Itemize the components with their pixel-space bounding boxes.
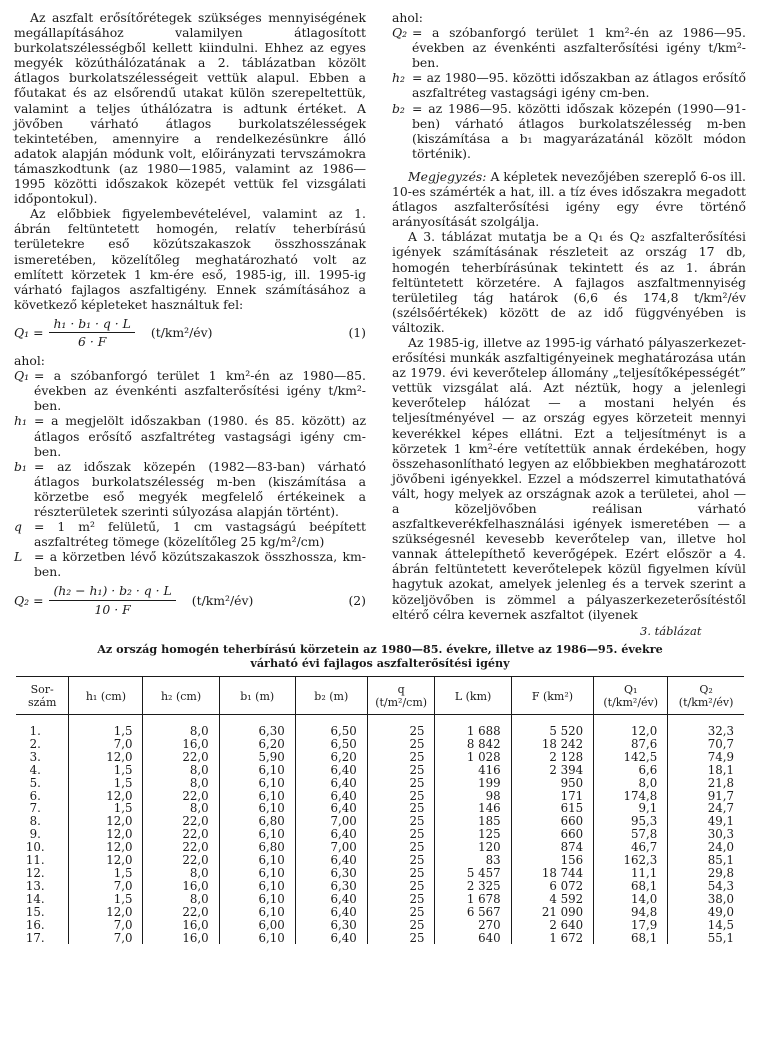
formula-1-lhs: Q₁ = [14,324,44,340]
table-cell: 1,5 [69,764,143,777]
ahol-label-2: ahol: [392,10,423,25]
table-cell: 7,0 [69,738,143,751]
table-cell: 1 688 [435,715,511,738]
table-cell: 22,0 [143,841,219,854]
table-cell: 6,10 [219,802,295,815]
formula-1-fraction [49,316,134,349]
table-cell: 16,0 [143,880,219,893]
table-cell: 85,1 [668,854,744,867]
definition-symbol: h₁ [14,413,27,429]
table-header-cell: b₂ (m) [295,677,367,715]
definition-text: = a szóbanforgó terület 1 km²-én az 1980—85. években az évenkénti aszfalterősítési igény t/km²-ben. [34,368,366,414]
table-cell: 8 842 [435,738,511,751]
table-cell: 21,8 [668,777,744,790]
definition-symbol: b₁ [14,458,27,474]
table-cell: 25 [367,738,435,751]
table-cell: 6,50 [295,738,367,751]
table-cell: 15. [25,904,45,919]
table-cell: 22,0 [143,751,219,764]
table-cell: 12,0 [69,751,143,764]
formula-2-lhs: Q₂ = [14,592,44,608]
table-row [16,738,744,751]
table-cell: 4. [29,762,41,777]
table-cell: 6,10 [219,764,295,777]
table-cell: 2 325 [435,880,511,893]
table-cell: 6,10 [219,867,295,880]
definition-symbol: q [14,519,22,535]
table-number-label: 3. táblázat [640,624,702,638]
right-text-column [392,10,746,622]
table-cell: 6,30 [295,880,367,893]
table-cell: 25 [367,828,435,841]
table-cell: 156 [511,854,594,867]
table-cell: 25 [367,790,435,803]
table-cell: 6,10 [219,790,295,803]
table-cell: 1,5 [69,893,143,906]
table-cell: 3. [29,749,41,764]
table-cell: 25 [367,751,435,764]
table-cell: 8,0 [143,777,219,790]
table-cell: 22,0 [143,854,219,867]
formula-2 [14,583,366,616]
table-cell: 12,0 [69,841,143,854]
definition-symbol: Q₂ [392,25,408,41]
table-cell: 30,3 [668,828,744,841]
table-cell: 25 [367,777,435,790]
definition-item [392,70,746,100]
table-cell: 16,0 [143,738,219,751]
table-cell: 25 [367,841,435,854]
table-row [16,932,744,945]
table-header-cell: b₁ (m) [219,677,295,715]
table-cell: 7,00 [295,815,367,828]
table-cell: 14,0 [594,893,668,906]
table-cell: 17. [25,930,45,945]
table-cell: 125 [435,828,511,841]
table-cell: 18,1 [668,764,744,777]
table-cell: 12. [25,865,45,880]
table-cell: 25 [367,893,435,906]
table-cell: 29,8 [668,867,744,880]
table-row [16,893,744,906]
definition-item [392,25,746,70]
definition-symbol: h₂ [392,70,405,86]
table-cell: 6,40 [295,906,367,919]
table-cell: 8. [29,814,41,829]
table-cell: 6,00 [219,919,295,932]
ahol-label-1: ahol: [14,353,45,369]
table-cell: 6,40 [295,828,367,841]
table-cell: 25 [367,802,435,815]
table-header-cell: h₁ (cm) [69,677,143,715]
definition-item [392,101,746,161]
table-cell: 6,10 [219,777,295,790]
table-cell: 25 [367,715,435,738]
formula-2-numerator: (h₂ − h₁) · b₂ · q · L [49,583,175,600]
definition-item [14,413,366,458]
table-cell: 38,0 [668,893,744,906]
table-cell: 22,0 [143,828,219,841]
table-cell: 98 [435,790,511,803]
table-cell: 8,0 [143,867,219,880]
table-cell: 49,1 [668,815,744,828]
table-cell: 1,5 [69,867,143,880]
table-cell: 11,1 [594,867,668,880]
table-cell: 162,3 [594,854,668,867]
formula-1-unit: (t/km²/év) [150,324,213,340]
table-cell: 18 242 [511,738,594,751]
table-cell: 22,0 [143,790,219,803]
table-cell: 14. [25,891,45,906]
table-cell: 7,00 [295,841,367,854]
table-cell: 54,3 [668,880,744,893]
table-cell: 12,0 [69,906,143,919]
table-cell: 87,6 [594,738,668,751]
table-cell: 12,0 [69,854,143,867]
table-cell: 6,10 [219,893,295,906]
table-cell: 7,0 [69,932,143,945]
table-header-cell: Sor- szám [16,677,69,715]
left-text-column [14,10,366,621]
table-cell: 16. [25,917,45,932]
table-cell: 660 [511,815,594,828]
table-cell: 12,0 [594,715,668,738]
table-cell: 11. [25,853,45,868]
definition-text: = a körzetben lévő közútszakaszok összhossza, km-ben. [34,549,366,580]
formula-1-number: (1) [348,324,366,340]
table-cell: 1 028 [435,751,511,764]
table-cell: 5,90 [219,751,295,764]
paragraph-fajlagos-aszfaltigeny: Az előbbiek figyelembevételével, valamint az 1. ábrán feltüntetett homogén, relatív teherbírású területekre eső közútszakaszok összhosszának ismeretében, közelítőleg meghatározható volt az említett körzetek 1 km-ére eső, 1985-ig, ill. 1995-ig várható fajlagos aszfaltigény. Ennek számításához a következő képleteket használtuk fel: [14,206,366,312]
table-cell: 199 [435,777,511,790]
table-cell: 95,3 [594,815,668,828]
table-cell: 185 [435,815,511,828]
table-cell: 6,80 [219,841,295,854]
table-cell: 25 [367,867,435,880]
table-cell: 24,0 [668,841,744,854]
table-cell: 5 457 [435,867,511,880]
table-cell: 22,0 [143,906,219,919]
table-cell: 9,1 [594,802,668,815]
definition-text: = az időszak közepén (1982—83-ban) várható átlagos burkolatszélesség m-ben (kiszámítása a körzetbe eső megyék megfelelő értékeinek a részterületek szerinti súlyozása alapján történt). [34,458,366,519]
table-cell: 120 [435,841,511,854]
table-cell: 91,7 [668,790,744,803]
paragraph-table-description: A 3. táblázat mutatja be a Q₁ és Q₂ aszfalterősítési igények számításának részleteit az ország 17 db, homogén teherbírásúnak tekintett és az 1. ábrán feltüntetett körzetére. A fajlagos aszfaltmennyiség területileg tág határok (6,6 és 174,8 t/km²/év (szélsőértékek) között de az idő függvényében is változik. [392,229,746,335]
table-cell: 6,20 [219,738,295,751]
table-row [16,751,744,764]
definition-text: = a megjelölt időszakban (1980. és 85. között) az átlagos erősítő aszfaltréteg vastagsági igény cm-ben. [34,413,366,459]
formula-2-fraction [49,583,175,616]
table-cell: 6,40 [295,777,367,790]
table-cell: 25 [367,854,435,867]
table-cell: 6,10 [219,880,295,893]
table-title-line-1: Az ország homogén teherbírású körzetein az 1980—85. évekre, illetve az 1986—95. évekre [97,642,663,656]
table-cell: 6,50 [295,715,367,738]
note-paragraph [392,169,746,229]
table-cell: 6,30 [295,867,367,880]
table-cell: 55,1 [668,932,744,945]
table-cell: 270 [435,919,511,932]
paragraph-burkolatszelesseg: Az aszfalt erősítőrétegek szükséges mennyiségének megállapításához valamilyen átlagosított burkolatszélességből kellett kiindulni. Ehhez az egyes megyék közúthálózatának a 2. táblázatban közölt átlagos burkolatszélességeit vettük alapul. Ebben a főutakat és az elsőrendű utakat külön szerepeltettük, valamint a teljes úthálózatra is adtunk értéket. A jövőben várható átlagos burkolatszélességek tekintetében, amennyire a rendelkezésünkre álló adatok alapján módunk volt, előirányzati tervszámokra támaszkodtunk (az 1980—1985, valamint az 1986—1995 közötti időszakok közepét vettük fel vizsgálati időpontokul). [14,10,366,207]
formula-1 [14,316,366,349]
table-body [16,715,744,945]
table-header-cell: h₂ (cm) [143,677,219,715]
table-cell: 6,6 [594,764,668,777]
definition-symbol: b₂ [392,100,405,116]
table-cell: 8,0 [143,715,219,738]
note-text: A képletek nevezőjében szereplő 6-os ill. 10-es számérték a hat, ill. a tíz éves időszakra megadott átlagos aszfalterősítési igény egy évre történő arányosítását szolgálja. [392,168,746,230]
paragraph-keverotelep: Az 1985-ig, illetve az 1995-ig várható pályaszerkezet-erősítési munkák aszfaltigényeinek meghatározása után az 1979. évi keverőtelep állomány „teljesítőképességét” vettük vizsgálat alá. Azt néztük, hogy a jelenlegi keverőtelep hálózat — a mostani helyén és teljesítményével — az ország egyes körzeteit mennyi keverékkel képes ellátni. Ezt a teljesítményt is a körzetek 1 km²-ére vetítettük annak érdekében, hogy összehasonlítható legyen az előbbiekben meghatározott jövőbeni igényekkel. Ezzel a módszerrel kimutathatóvá vált, hogy melyek az országnak azok a területei, ahol — a közeljövőben reálisan várható aszfaltkeverékfelhasználási igények ismeretében — a szükségesnél kevesebb keverőtelep van, illetve hol vannak áttelepíthető keverőgépek. Ezért először a 4. ábrán feltüntetett keverőtelepek közül figyelmen kívül hagytuk azokat, amelyek jelenleg és a tervek szerint a közeljövőben is zömmel a pályaszerkezeterősítéstől eltérő célra kevernek aszfaltot (ilyenek [392,334,746,622]
table-cell: 142,5 [594,751,668,764]
formula-2-unit: (t/km²/év) [191,592,254,608]
table-cell: 8,0 [143,764,219,777]
table-cell: 49,0 [668,906,744,919]
table-cell: 6,80 [219,815,295,828]
table-cell: 25 [367,880,435,893]
table-cell: 83 [435,854,511,867]
table-cell: 1 672 [511,932,594,945]
table-cell: 5 520 [511,715,594,738]
table-cell: 25 [367,932,435,945]
table-cell: 6,20 [295,751,367,764]
table-cell: 171 [511,790,594,803]
table-cell: 70,7 [668,738,744,751]
table-cell: 8,0 [594,777,668,790]
definition-item [14,459,366,519]
table-cell: 14,5 [668,919,744,932]
definition-text: = az 1986—95. közötti időszak közepén (1990—91-ben) várható átlagos burkolatszélesség m-ben (kiszámítása a b₁ magyarázatánál közölt módon történik). [412,100,746,161]
table-cell: 6,40 [295,790,367,803]
table-cell: 7,0 [69,919,143,932]
table-cell: 25 [367,919,435,932]
table-cell: 2 394 [511,764,594,777]
table-cell: 6,30 [219,715,295,738]
table-cell: 13. [25,878,45,893]
table-cell: 8,0 [143,802,219,815]
table-cell: 22,0 [143,815,219,828]
table-cell: 25 [367,815,435,828]
table-cell: 6,10 [219,932,295,945]
table-row [16,777,744,790]
formula-1-denominator: 6 · F [78,333,107,349]
table-cell: 6,10 [219,854,295,867]
definition-text: = a szóbanforgó terület 1 km²-én az 1986—95. években az évenkénti aszfalterősítési igény t/km²-ben. [412,25,746,71]
table-cell: 6 567 [435,906,511,919]
table-cell: 94,8 [594,906,668,919]
table-cell: 1,5 [69,777,143,790]
table-header-cell: Q₁ (t/km²/év) [594,677,668,715]
definition-item [14,368,366,413]
table-cell: 6,40 [295,932,367,945]
table-row [16,880,744,893]
definition-text: = az 1980—95. közötti időszakban az átlagos erősítő aszfaltréteg vastagsági igény cm-ben. [412,70,746,101]
definition-item [14,519,366,549]
table-cell: 18 744 [511,867,594,880]
table-cell: 5. [29,775,41,790]
table-row [16,919,744,932]
table-cell: 6,30 [295,919,367,932]
table-cell: 1,5 [69,802,143,815]
table-cell: 8,0 [143,893,219,906]
table-cell: 416 [435,764,511,777]
table-header-cell: q (t/m²/cm) [367,677,435,715]
table-cell: 25 [367,764,435,777]
table-header-cell: F (km²) [511,677,594,715]
table-cell: 21 090 [511,906,594,919]
table-cell: 57,8 [594,828,668,841]
table-cell: 9. [29,827,41,842]
table-cell: 2 640 [511,919,594,932]
table-cell: 660 [511,828,594,841]
table-cell: 6. [29,788,41,803]
table-header-cell: Q₂ (t/km²/év) [668,677,744,715]
table-cell: 46,7 [594,841,668,854]
table-cell: 4 592 [511,893,594,906]
table-cell: 174,8 [594,790,668,803]
table-cell: 16,0 [143,932,219,945]
table-cell: 6,40 [295,893,367,906]
formula-2-denominator: 10 · F [94,601,131,617]
table-row [16,715,744,738]
table-cell: 25 [367,906,435,919]
table-cell: 6,40 [295,802,367,815]
table-cell: 1 678 [435,893,511,906]
note-label: Megjegyzés: [408,168,487,184]
table-cell: 10. [25,840,45,855]
table-cell: 16,0 [143,919,219,932]
definition-symbol: L [14,549,23,565]
table-cell: 12,0 [69,828,143,841]
table-cell: 17,9 [594,919,668,932]
definition-symbol: Q₁ [14,368,30,384]
table-cell: 7,0 [69,880,143,893]
definition-text: = 1 m² felületű, 1 cm vastagságú beépített aszfaltréteg tömege (közelítőleg 25 kg/m²/cm) [34,519,366,550]
table-cell: 1,5 [69,715,143,738]
table-cell: 32,3 [668,715,744,738]
data-table [16,676,744,944]
table-row [16,867,744,880]
table-cell: 6 072 [511,880,594,893]
formula-1-numerator: h₁ · b₁ · q · L [49,316,134,333]
table-cell: 6,40 [295,764,367,777]
table-cell: 12,0 [69,815,143,828]
table-header-row [16,677,744,715]
table-cell: 640 [435,932,511,945]
table-row [16,906,744,919]
definition-list-1 [14,368,366,579]
table-cell: 24,7 [668,802,744,815]
table-cell: 1. [29,724,41,738]
table-cell: 12,0 [69,790,143,803]
definition-list-2 [392,25,746,161]
table-cell: 68,1 [594,880,668,893]
table-cell: 2. [29,736,41,751]
definition-item [14,549,366,579]
table-cell: 68,1 [594,932,668,945]
table-cell: 874 [511,841,594,854]
table-cell: 2 128 [511,751,594,764]
formula-2-number: (2) [348,592,366,608]
table-cell: 950 [511,777,594,790]
table-cell: 615 [511,802,594,815]
table-cell: 146 [435,802,511,815]
table-title-line-2: várható évi fajlagos aszfalterősítési igény [250,656,510,670]
table-cell: 7. [29,801,41,816]
table-cell: 74,9 [668,751,744,764]
table-row [16,764,744,777]
table-cell: 6,10 [219,828,295,841]
table-cell: 6,40 [295,854,367,867]
table-header-cell: L (km) [435,677,511,715]
table-title [20,642,740,670]
table-cell: 6,10 [219,906,295,919]
